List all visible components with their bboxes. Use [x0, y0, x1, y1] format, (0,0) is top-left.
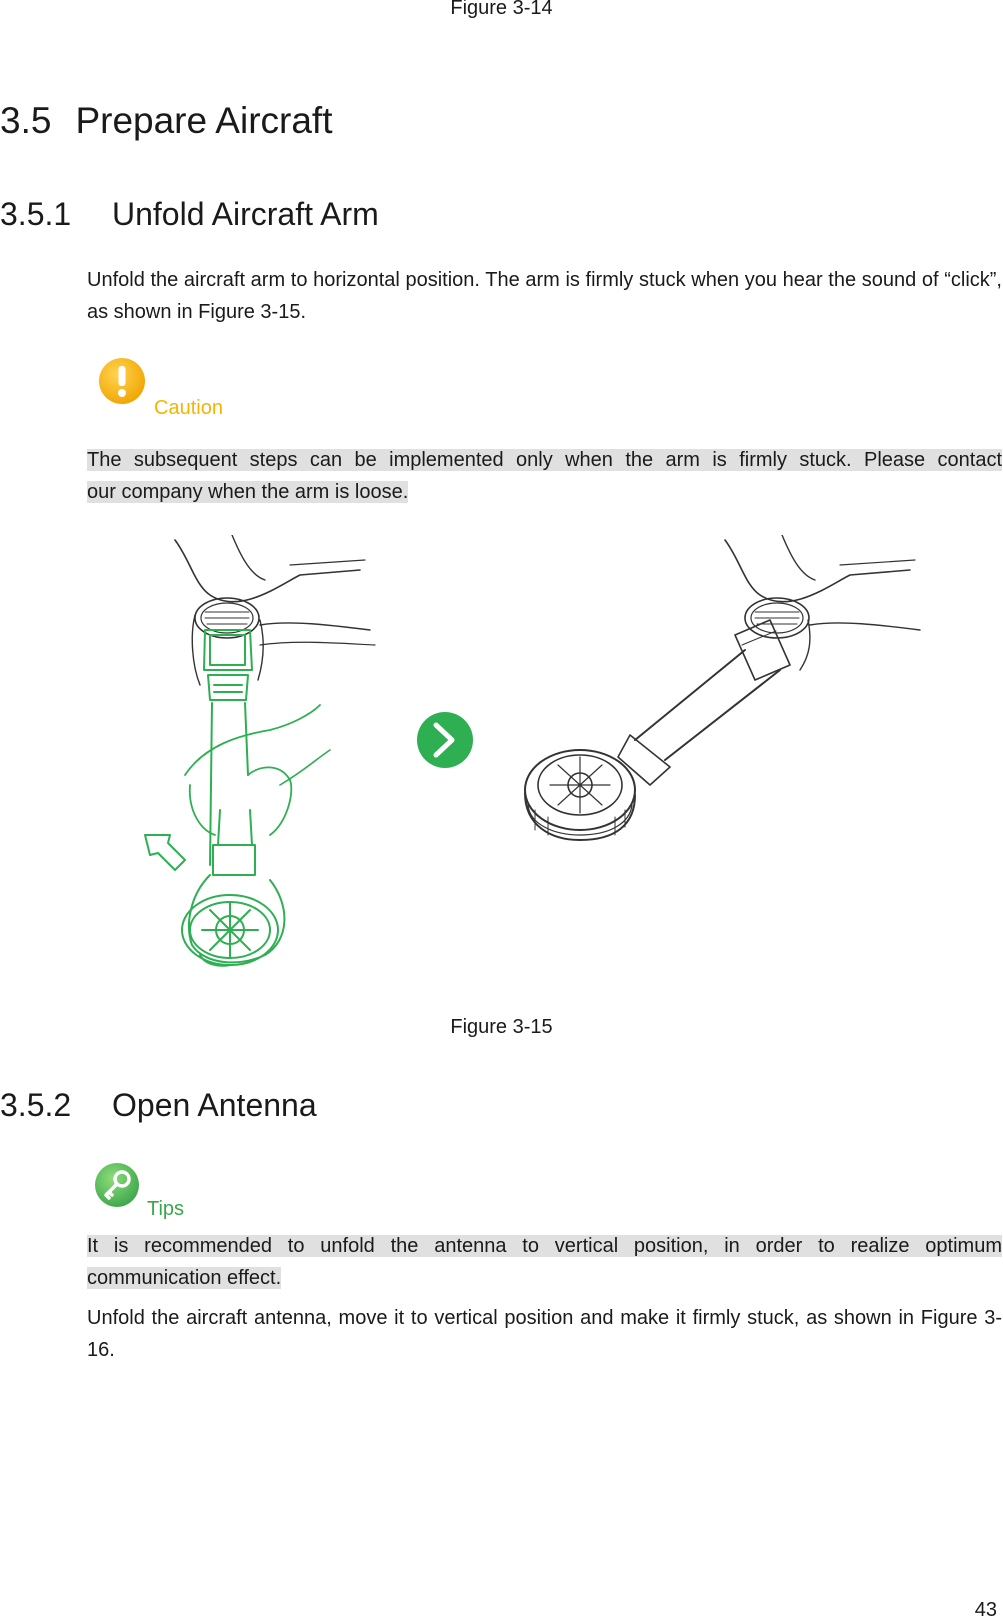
chevron-right-circle-icon [417, 712, 473, 768]
subsection-number: 3.5.1 [0, 196, 72, 232]
section-heading [0, 100, 333, 142]
unfolded-arm-drawing [525, 535, 920, 840]
tips-text-line-2: communication effect. [87, 1267, 282, 1289]
section-number: 3.5 [0, 100, 52, 141]
key-circle-icon [94, 1162, 140, 1208]
subsection-number: 3.5.2 [0, 1087, 72, 1123]
folded-arm-drawing [145, 535, 375, 966]
caution-text-line-2: our company when the arm is loose. [87, 481, 409, 503]
tips-label: Tips [147, 1198, 185, 1220]
subsection-heading-open-antenna [0, 1087, 317, 1124]
figure-3-15-illustration [130, 535, 960, 1000]
subsection-title: Open Antenna [112, 1087, 317, 1123]
exclamation-circle-icon [98, 357, 146, 405]
paragraph-open-antenna: Unfold the aircraft antenna, move it to vertical position and make it firmly stuck, as shown in Figure 3-16. [87, 1307, 1002, 1361]
caution-text-line-1: The subsequent steps can be implemented only when the arm is firmly stuck. Please contact [87, 449, 1002, 471]
caution-label: Caution [154, 397, 223, 419]
tips-text [87, 1230, 1002, 1294]
subsection-title: Unfold Aircraft Arm [112, 196, 379, 232]
section-title: Prepare Aircraft [75, 100, 333, 141]
figure-caption-3-15: Figure 3-15 [450, 1016, 553, 1038]
paragraph-unfold-arm: Unfold the aircraft arm to horizontal position. The arm is firmly stuck when you hear the sound of “click”, as shown in Figure 3-15. [87, 269, 1002, 323]
tips-text-line-1: It is recommended to unfold the antenna to vertical position, in order to realize optimum [87, 1235, 1002, 1257]
page-number: 43 [974, 1599, 997, 1621]
caution-text [87, 444, 1002, 508]
figure-caption-3-14: Figure 3-14 [450, 0, 553, 19]
subsection-heading-unfold-arm [0, 196, 379, 233]
